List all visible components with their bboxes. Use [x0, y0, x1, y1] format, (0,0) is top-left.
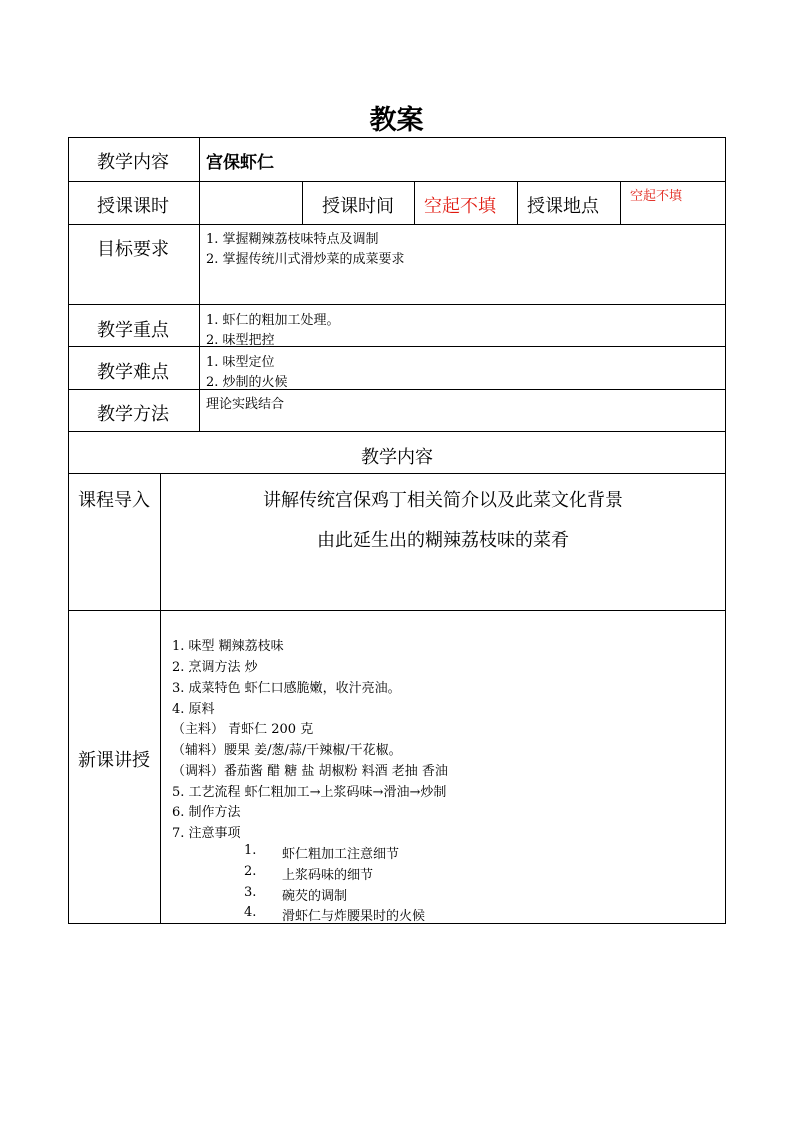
lesson-line: 6. 制作方法 — [172, 805, 241, 820]
key-points-label: 教学重点 — [97, 320, 169, 341]
intro-line: 由此延生出的糊辣荔枝味的菜肴 — [317, 530, 569, 551]
difficulties-label: 教学难点 — [97, 362, 169, 383]
lesson-line: （主料） 青虾仁 200 克 — [172, 722, 314, 737]
row-divider — [68, 610, 726, 611]
row-divider — [68, 473, 726, 474]
method-value: 理论实践结合 — [206, 397, 285, 412]
time-label: 授课时间 — [322, 196, 394, 217]
row-divider — [68, 224, 726, 225]
key-points-item: 2. 味型把控 — [206, 333, 275, 348]
place-value: 空起不填 — [630, 189, 683, 204]
note-number: 2. — [244, 864, 257, 879]
intro-label: 课程导入 — [78, 490, 150, 511]
lesson-line: 7. 注意事项 — [172, 826, 241, 841]
content-value: 宫保虾仁 — [206, 153, 274, 173]
column-divider — [517, 181, 518, 224]
column-divider — [620, 181, 621, 224]
note-text: 虾仁粗加工注意细节 — [282, 847, 400, 862]
page-title: 教案 — [369, 105, 424, 136]
row-divider — [68, 137, 726, 138]
row-divider — [68, 304, 726, 305]
method-label: 教学方法 — [97, 404, 169, 425]
column-divider — [199, 137, 200, 431]
note-text: 碗芡的调制 — [282, 889, 348, 904]
goals-item: 2. 掌握传统川式滑炒菜的成菜要求 — [206, 252, 405, 267]
goals-item: 1. 掌握糊辣荔枝味特点及调制 — [206, 232, 379, 247]
row-divider — [68, 431, 726, 432]
note-number: 3. — [244, 885, 257, 900]
column-divider — [414, 181, 415, 224]
difficulties-item: 1. 味型定位 — [206, 355, 275, 370]
lesson-line: （调料）番茄酱 醋 糖 盐 胡椒粉 料酒 老抽 香油 — [172, 764, 448, 779]
note-text: 滑虾仁与炸腰果时的火候 — [282, 909, 426, 924]
note-number: 4. — [244, 905, 257, 920]
note-number: 1. — [244, 843, 257, 858]
note-text: 上浆码味的细节 — [282, 868, 374, 883]
lesson-line: 2. 烹调方法 炒 — [172, 660, 258, 675]
lesson-label: 新课讲授 — [78, 750, 150, 771]
lesson-line: 4. 原料 — [172, 702, 215, 717]
row-divider — [68, 181, 726, 182]
intro-line: 讲解传统宫保鸡丁相关简介以及此菜文化背景 — [263, 490, 623, 511]
section-heading: 教学内容 — [361, 447, 433, 468]
hours-label: 授课课时 — [97, 196, 169, 217]
row-divider — [68, 346, 726, 347]
row-divider — [68, 389, 726, 390]
place-label: 授课地点 — [527, 196, 599, 217]
column-divider — [302, 181, 303, 224]
key-points-item: 1. 虾仁的粗加工处理。 — [206, 313, 340, 328]
lesson-line: 3. 成菜特色 虾仁口感脆嫩，收汁亮油。 — [172, 681, 401, 696]
lesson-line: （辅料）腰果 姜/葱/蒜/干辣椒/干花椒。 — [172, 743, 402, 758]
goals-label: 目标要求 — [97, 239, 169, 260]
time-value: 空起不填 — [424, 196, 496, 217]
content-label: 教学内容 — [97, 152, 169, 173]
lesson-line: 5. 工艺流程 虾仁粗加工→上浆码味→滑油→炒制 — [172, 785, 447, 800]
lesson-line: 1. 味型 糊辣荔枝味 — [172, 639, 284, 654]
difficulties-item: 2. 炒制的火候 — [206, 375, 288, 390]
table-border-right — [725, 137, 726, 923]
table-border-left — [68, 137, 69, 923]
